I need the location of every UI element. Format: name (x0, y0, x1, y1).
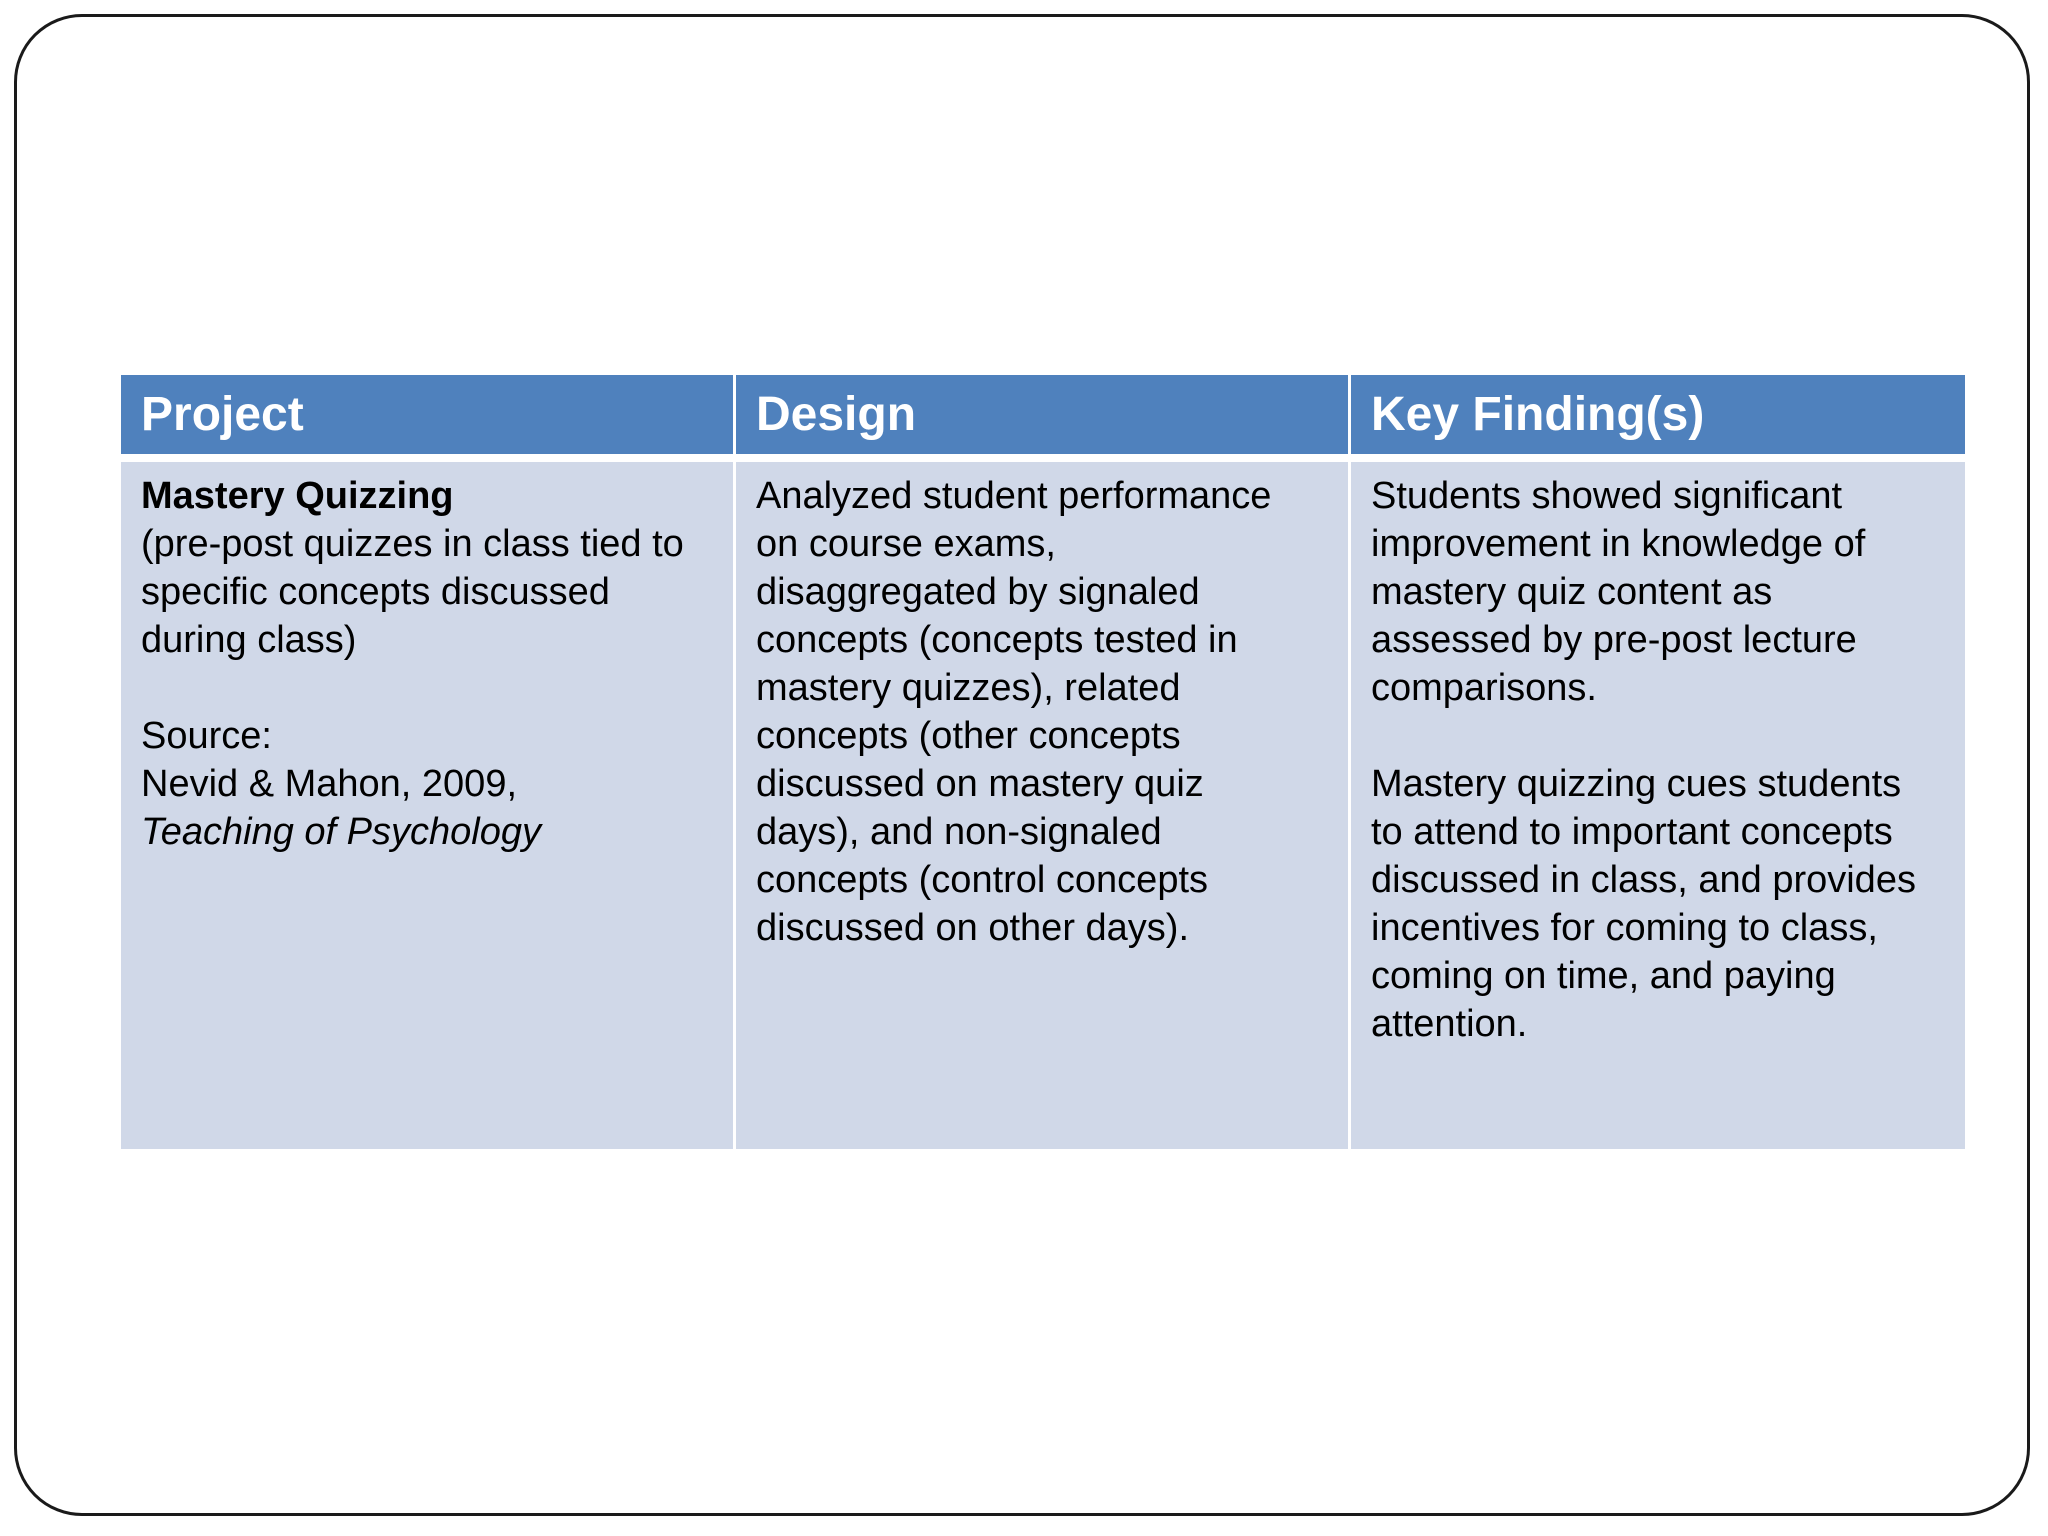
cell-project (121, 462, 733, 1149)
header-project: Project (121, 375, 733, 454)
finding-line: discussed in class, and provides (1371, 859, 1916, 901)
cell-design (736, 462, 1348, 1149)
project-title: Mastery Quizzing (141, 475, 454, 517)
project-description-line: (pre-post quizzes in class tied to (141, 523, 684, 565)
finding-line: comparisons. (1371, 667, 1597, 709)
design-line: discussed on other days). (756, 907, 1190, 949)
source-citation: Nevid & Mahon, 2009, (141, 763, 518, 805)
design-line: days), and non-signaled (756, 811, 1162, 853)
finding-line: improvement in knowledge of (1371, 523, 1866, 565)
header-key-findings: Key Finding(s) (1351, 375, 1965, 454)
source-journal: Teaching of Psychology (141, 811, 541, 853)
finding-line: Students showed significant (1371, 475, 1843, 517)
finding-line: to attend to important concepts (1371, 811, 1893, 853)
design-line: concepts (concepts tested in (756, 619, 1238, 661)
finding-line: mastery quiz content as (1371, 571, 1773, 613)
source-label: Source: (141, 715, 272, 757)
finding-line: assessed by pre-post lecture (1371, 619, 1857, 661)
finding-line: coming on time, and paying (1371, 955, 1836, 997)
header-design: Design (736, 375, 1348, 454)
design-line: Analyzed student performance (756, 475, 1272, 517)
paragraph-gap (141, 664, 715, 712)
design-line: concepts (control concepts (756, 859, 1209, 901)
project-description-line: during class) (141, 619, 357, 661)
finding-line: attention. (1371, 1003, 1528, 1045)
design-line: concepts (other concepts (756, 715, 1181, 757)
finding-line: incentives for coming to class, (1371, 907, 1878, 949)
slide-frame (14, 14, 2030, 1516)
design-line: on course exams, (756, 523, 1056, 565)
paragraph-gap (1371, 712, 1947, 760)
design-line: mastery quizzes), related (756, 667, 1181, 709)
findings-table (121, 375, 1965, 1149)
cell-key-findings (1351, 462, 1965, 1149)
project-description-line: specific concepts discussed (141, 571, 610, 613)
finding-line: Mastery quizzing cues students (1371, 763, 1902, 805)
design-line: discussed on mastery quiz (756, 763, 1204, 805)
design-line: disaggregated by signaled (756, 571, 1200, 613)
